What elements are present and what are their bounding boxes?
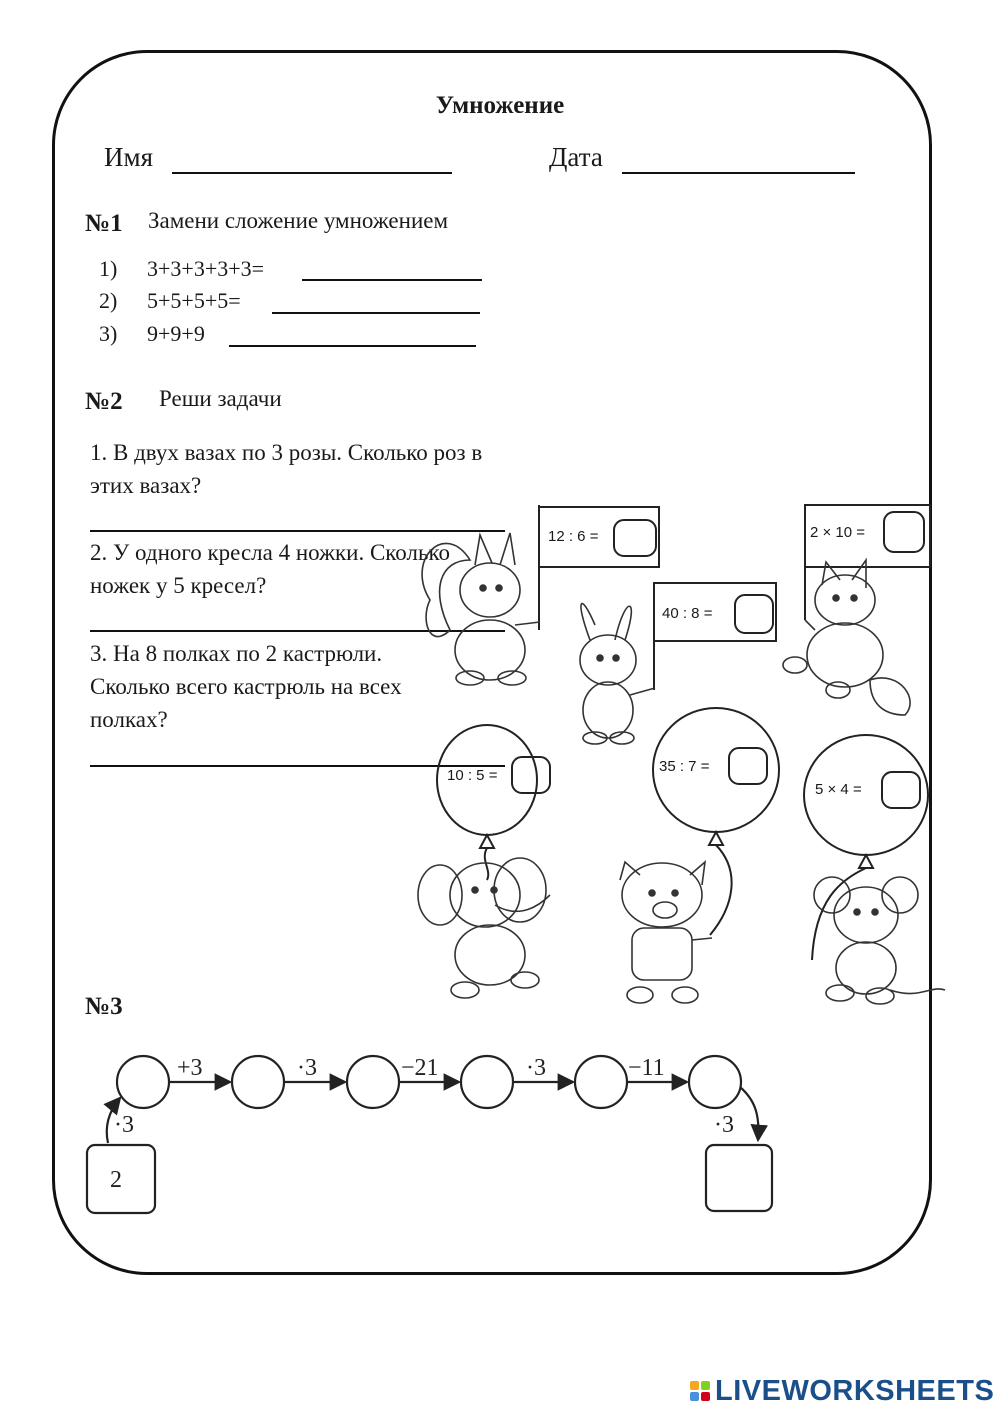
chain-circle [461,1056,513,1108]
op-label: ·3 [526,1055,546,1081]
task1-item-expression: 3+3+3+3+3= [147,256,265,281]
task1-item-expression: 9+9+9 [147,321,205,346]
name-label: Имя [104,142,154,172]
logo-icon [690,1381,710,1401]
chain-circle [117,1056,169,1108]
chain-circle [347,1056,399,1108]
task2-number: №2 [85,388,123,415]
op-label: −11 [628,1055,665,1081]
balloon-example: 10 : 5 = [447,767,498,784]
task2-instruction: Реши задачи [159,386,282,411]
start-value: 2 [110,1167,122,1193]
task2-problem: 2. У одного кресла 4 ножки. Сколько ножек у 5 кресел? [90,540,450,598]
chain-circle [689,1056,741,1108]
chain-circle [575,1056,627,1108]
task2-problem: 3. На 8 полках по 2 кастрюли. Сколько всего кастрюль на всех полках? [90,641,402,732]
balloon-example: 35 : 7 = [659,758,710,775]
chain-circle [232,1056,284,1108]
task1-item-index: 3) [99,321,118,346]
op-label: ·3 [297,1055,317,1081]
flag-example: 40 : 8 = [662,605,713,622]
op-label: +3 [177,1055,203,1081]
chain-arrow [740,1087,758,1140]
op-label: −21 [401,1055,439,1081]
task1-item-index: 1) [99,256,118,281]
task2-problem: 1. В двух вазах по 3 розы. Сколько роз в этих вазах? [90,440,483,498]
task3-number: №3 [85,993,123,1020]
liveworksheets-logo [690,1373,994,1409]
date-label: Дата [549,142,603,172]
worksheet-title: Умножение [435,92,565,119]
flag-example: 12 : 6 = [548,528,599,545]
task1-item-expression: 5+5+5+5= [147,288,241,313]
balloon-example: 5 × 4 = [815,781,862,798]
task1-instruction: Замени сложение умножением [148,208,449,233]
flag-example: 2 × 10 = [810,524,866,541]
task1-number: №1 [85,210,123,237]
answer-box [706,1145,772,1211]
op-label: ·3 [714,1112,734,1138]
task1-item-index: 2) [99,288,118,313]
logo-text: LIVEWORKSHEETS [715,1374,995,1407]
op-label: ·3 [114,1112,134,1138]
